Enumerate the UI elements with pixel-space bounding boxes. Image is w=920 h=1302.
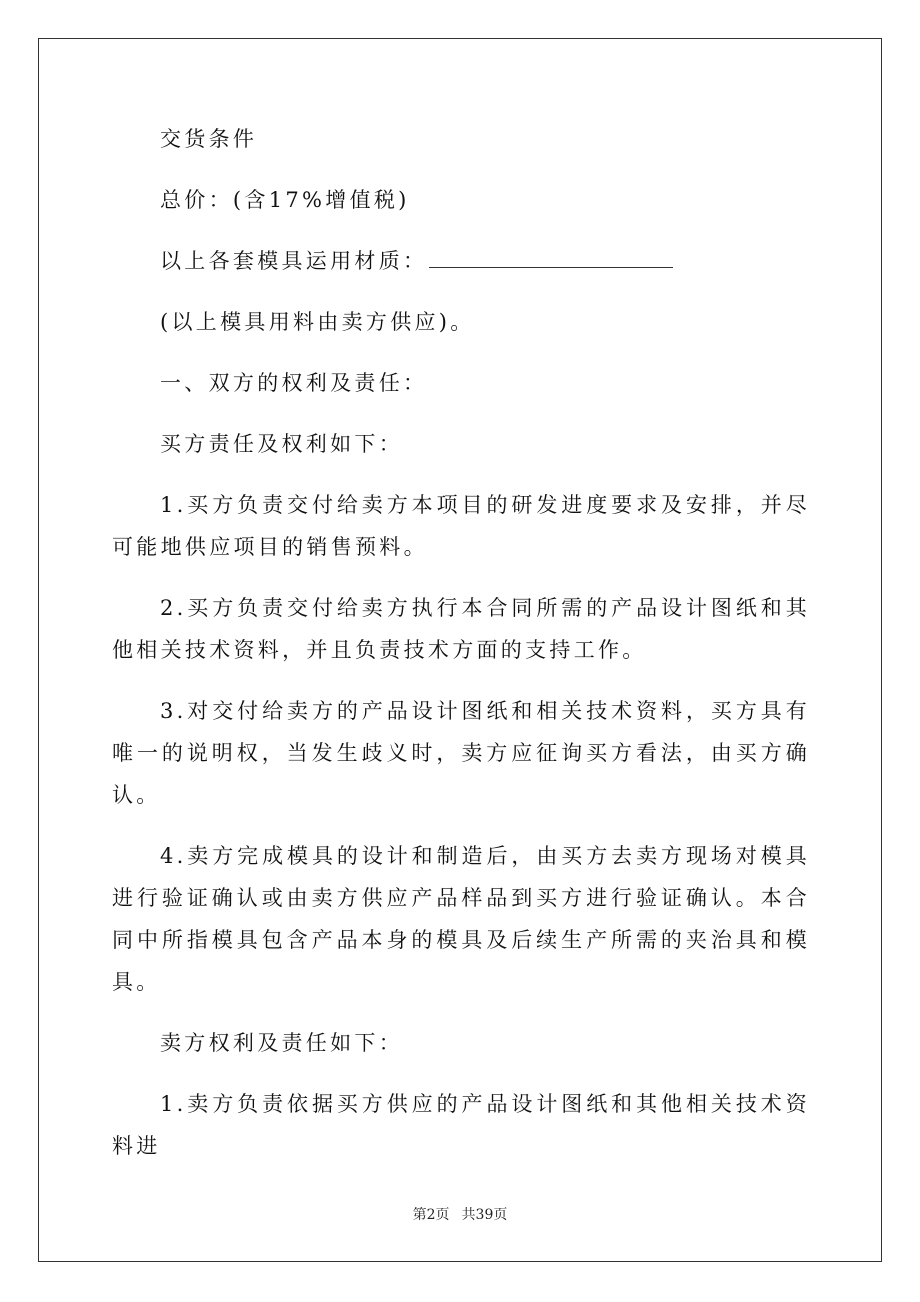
section-heading-rights-responsibilities: 一、双方的权利及责任： (160, 371, 428, 395)
material-blank-line (429, 245, 673, 268)
page-number: 第2页 (412, 1207, 450, 1223)
paragraph-buyer-item-2: 2.买方负责交付给卖方执行本合同所需的产品设计图纸和其他相关技术资料，并且负责技术方面的支持工作。 (112, 596, 810, 662)
total-pages: 共39页 (461, 1207, 508, 1223)
paragraph-total-price: 总价：(含17%增值税) (160, 188, 410, 212)
document-body (112, 118, 810, 1167)
paragraph-buyer-item-4: 4.卖方完成模具的设计和制造后，由买方去卖方现场对模具进行验证确认或由卖方供应产品样品到买方进行验证确认。本合同中所指模具包含产品本身的模具及后续生产所需的夹治具和模具。 (112, 844, 810, 994)
paragraph-material (112, 240, 810, 282)
paragraph-delivery-terms: 交货条件 (160, 127, 258, 151)
paragraph-seller-heading: 卖方权利及责任如下： (160, 1031, 403, 1055)
paragraph-seller-item-1: 1.卖方负责依据买方供应的产品设计图纸和其他相关技术资料进 (112, 1092, 810, 1158)
paragraph-material-supply: (以上模具用料由卖方供应)。 (160, 310, 475, 334)
paragraph-buyer-item-1: 1.买方负责交付给卖方本项目的研发进度要求及安排，并尽可能地供应项目的销售预料。 (112, 493, 810, 559)
page-footer (0, 1204, 920, 1224)
paragraph-buyer-item-3: 3.对交付给卖方的产品设计图纸和相关技术资料，买方具有唯一的说明权，当发生歧义时，卖方应征询买方看法，由买方确认。 (112, 699, 810, 807)
material-label: 以上各套模具运用材质： (160, 249, 428, 273)
paragraph-buyer-heading: 买方责任及权利如下： (160, 432, 403, 456)
